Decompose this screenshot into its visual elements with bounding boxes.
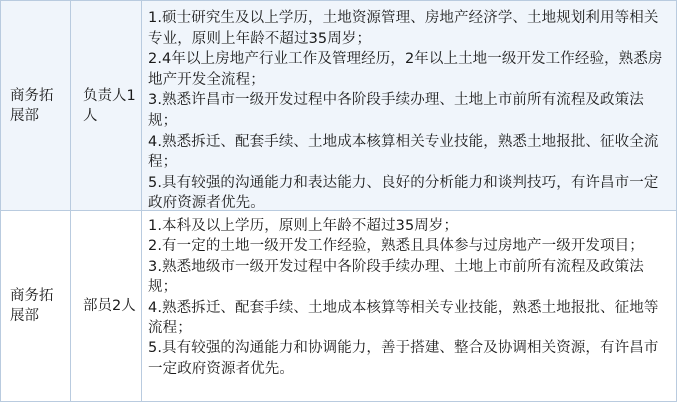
requirement-item: 1.硕士研究生及以上学历，土地资源管理、房地产经济学、土地规划利用等相关专业，原则上年龄不超过35周岁； bbox=[148, 10, 659, 47]
requirements-cell bbox=[141, 211, 677, 402]
requirement-item: 4.熟悉拆迁、配套手续、土地成本核算等相关专业技能，熟悉土地报批、征地等流程； bbox=[148, 299, 659, 337]
requirement-item: 3.熟悉地级市一级开发过程中各阶段手续办理、土地上市前所有流程及政策法规； bbox=[148, 258, 644, 296]
requirement-item: 1.本科及以上学历，原则上年龄不超过35周岁； bbox=[148, 218, 459, 234]
requirements-cell bbox=[141, 0, 677, 211]
department-cell bbox=[0, 211, 71, 402]
requirement-item: 2.有一定的土地一级开发工作经验，熟悉且具体参与过房地产一级开发项目； bbox=[148, 238, 644, 255]
department-cell bbox=[0, 0, 71, 211]
table-row bbox=[0, 211, 677, 402]
department-text: 商务拓展部 bbox=[10, 288, 54, 324]
requirements-list bbox=[148, 8, 668, 214]
requirement-item: 2.4年以上房地产行业工作及管理经历，2年以上土地一级开发工作经验，熟悉房地产开发全流程； bbox=[148, 51, 663, 88]
requirement-item: 3.熟悉许昌市一级开发过程中各阶段手续办理、土地上市前所有流程及政策法规； bbox=[148, 92, 644, 129]
requirements-list bbox=[148, 216, 668, 379]
position-cell bbox=[70, 211, 142, 402]
requirement-item: 5.具有较强的沟通能力和协调能力，善于搭建、整合及协调相关资源，有许昌市一定政府资源者优先。 bbox=[148, 340, 659, 377]
department-text: 商务拓展部 bbox=[10, 87, 54, 124]
requirement-item: 4.熟悉拆迁、配套手续、土地成本核算相关专业技能，熟悉土地报批、征收全流程； bbox=[148, 133, 659, 171]
position-text: 部员2人 bbox=[83, 298, 136, 314]
requirement-item: 5.具有较强的沟通能力和表达能力、良好的分析能力和谈判技巧，有许昌市一定政府资源者优先。 bbox=[148, 174, 659, 212]
position-cell bbox=[70, 0, 142, 211]
position-text: 负责人1人 bbox=[83, 87, 136, 124]
